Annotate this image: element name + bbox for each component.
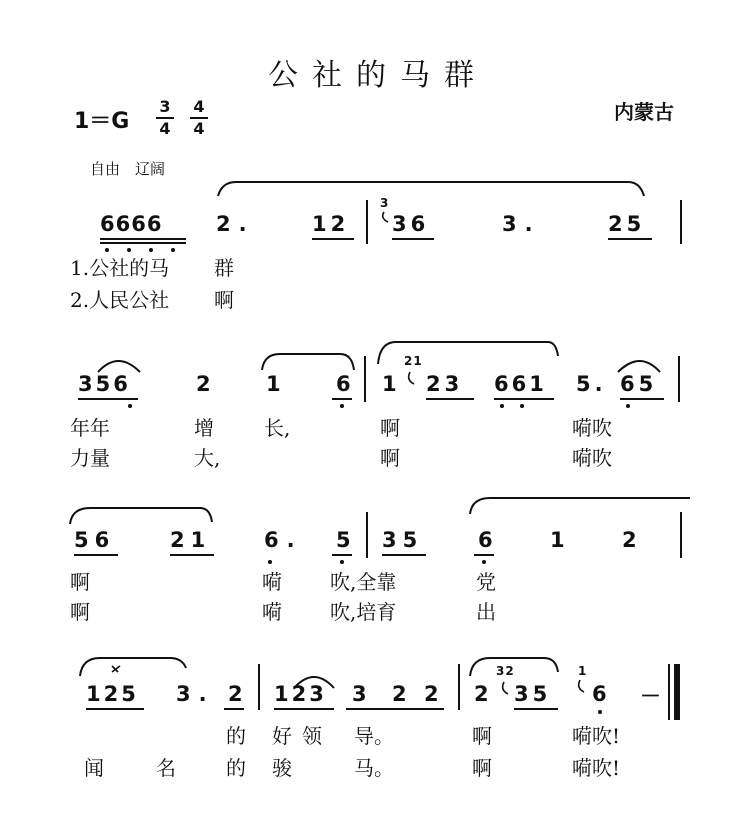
row1-note-3: 3. [502,212,541,236]
row2-grace-21: 21 [404,354,423,368]
row4-underline-d [346,708,444,710]
row3-note-35: 35 [382,528,424,552]
row4-bar-2 [458,664,460,710]
row4-lyric1-e: 嗬吹! [572,724,621,748]
key-signature: 1＝G [74,109,130,134]
row1-note-6666: 6666 [100,212,163,236]
row3-note-21: 21 [170,528,212,552]
row4-note-2b: 2 [392,682,407,706]
row2-note-1: 1 [266,372,281,396]
row1-lyric1-b: 群 [214,256,234,280]
row2-lyric1-c: 长, [264,416,291,440]
row4-note-6: 6 [592,682,607,706]
row3-lyric2-a: 啊 [70,600,90,624]
row2-note-356: 356 [78,372,131,396]
row4-lyric2-g: 嗬吹! [572,756,621,780]
row4-underline-e [514,708,558,710]
row4-final-thin [668,664,670,720]
row4-note-2d: 2 [474,682,489,706]
row4-lyric1-d: 啊 [472,724,492,748]
row3-lyric1-a: 啊 [70,570,90,594]
row2-lyric1-e: 嗬吹 [572,416,612,440]
row4-bar-1 [258,664,260,710]
row3-lyric2-b: 嗬 [262,600,282,624]
row3-note-6b: 6 [478,528,493,552]
row4-lyric2-c: 的 [226,756,246,780]
row3-note-2: 2 [622,528,637,552]
meter2-top: 4 [193,97,205,116]
row4-lyric2-a: 闻 [84,756,104,780]
origin-label: 内蒙古 [614,100,674,124]
row1-lyric1-a: 1.公社的马 [70,256,170,280]
song-title: 公社的马群 [268,58,488,93]
row1-lyric2-a: 2.人民公社 [70,288,170,312]
row2-note-661: 661 [494,372,547,396]
row1-note-2: 2. [216,212,255,236]
row3-lyric1-d: 党 [476,570,496,594]
row3-note-5: 5 [336,528,351,552]
row4-grace-32: 32 [496,664,515,678]
row2-note-65: 65 [620,372,658,396]
row4-note-3b: 3 [352,682,367,706]
row4-note-3: 3. [176,682,215,706]
row1-lyric2-b: 啊 [214,288,234,312]
tempo-marking: 自由 辽阔 [90,160,166,178]
row2-lyric1-b: 增 [194,416,214,440]
row4-note-35: 35 [514,682,552,706]
row4-lyric2-e: 马。 [354,756,394,780]
low-dot [598,710,602,714]
row4-final-thick [674,664,680,720]
meter2-bottom: 4 [193,119,205,138]
row4-underline-b [224,708,244,710]
row2-lyric1-a: 年年 [70,416,110,440]
meter1-top: 3 [159,97,171,116]
row4-lyric1-c: 导。 [354,724,394,748]
row4-lyric2-b: 名 [156,756,176,780]
row4-lyric1-b: 好领 [272,724,332,748]
row4-note-2c: 2 [424,682,439,706]
row3-lyric1-c: 吹,全靠 [330,570,397,594]
row3-lyric1-b: 嗬 [262,570,282,594]
row1-note-12: 12 [312,212,350,236]
row4-grace-1: 1 [578,664,587,678]
row3-note-1: 1 [550,528,565,552]
row4-note-2: 2 [228,682,243,706]
row2-note-23: 23 [426,372,464,396]
row3-lyric2-c: 吹,培育 [330,600,397,624]
row2-lyric2-d: 嗬吹 [572,446,612,470]
row1-note-25: 25 [608,212,646,236]
row2-lyric2-c: 啊 [380,446,400,470]
row4-note-125: 125 [86,682,139,706]
meter1-bottom: 4 [159,119,171,138]
row3-lyric2-d: 出 [476,600,496,624]
row4-lyric2-d: 骏 [272,756,292,780]
row1-grace-3: 3 [380,196,389,210]
row4-note-123: 123 [274,682,327,706]
row1-note-36: 36 [392,212,430,236]
row3-note-56: 56 [74,528,116,552]
row2-lyric1-d: 啊 [380,416,400,440]
row4-lyric1-a: 的 [226,724,246,748]
row2-lyric2-a: 力量 [70,446,110,470]
row2-note-2: 2 [196,372,211,396]
row4-lyric2-f: 啊 [472,756,492,780]
row4-underline-a [86,708,144,710]
row2-note-5: 5. [576,372,607,396]
row4-dash: － [640,684,661,708]
row2-note-6: 6 [336,372,351,396]
row3-note-6: 6. [264,528,303,552]
row2-lyric2-b: 大, [194,446,221,470]
row4-underline-c [274,708,334,710]
row2-note-1b: 1 [382,372,397,396]
